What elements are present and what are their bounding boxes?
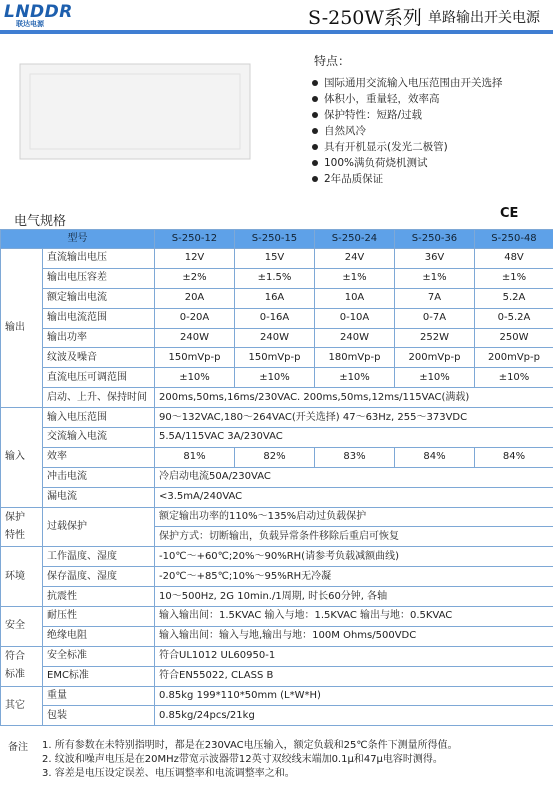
- cell: <3.5mA/240VAC: [155, 487, 553, 507]
- features-title: 特点：: [314, 54, 351, 68]
- row-label: 包装: [43, 706, 155, 726]
- cell: 0.85kg 199*110*50mm (L*W*H): [155, 686, 553, 706]
- features-panel: [310, 52, 550, 187]
- cell: 10A: [315, 288, 395, 308]
- row-label: 漏电流: [43, 487, 155, 507]
- cell: 0-7A: [395, 308, 475, 328]
- notes-section: [8, 739, 548, 781]
- cell: 81%: [155, 447, 235, 467]
- cell: 输入输出间：输入与地,输出与地：100M Ohms/500VDC: [155, 626, 553, 646]
- table-row: [1, 587, 553, 607]
- header-cell: 型号: [1, 230, 155, 249]
- table-row: [1, 388, 553, 408]
- table-row: [1, 428, 553, 448]
- brand-logo: [4, 2, 76, 28]
- group-label-output: 输出: [1, 249, 43, 408]
- cell: 0-20A: [155, 308, 235, 328]
- row-label: 抗震性: [43, 587, 155, 607]
- cell: 240W: [235, 328, 315, 348]
- notes-label: 备注: [8, 742, 28, 753]
- logo-cn-text: 联达电源: [16, 20, 44, 28]
- row-label: 启动、上升、保持时间: [43, 388, 155, 408]
- cell: -10℃～+60℃;20%～90%RH(请参考负载减额曲线): [155, 547, 553, 567]
- feature-item: 国际通用交流输入电压范围由开关选择: [310, 75, 550, 91]
- row-label: 耐压性: [43, 607, 155, 627]
- cell: 180mVp-p: [315, 348, 395, 368]
- group-label-safety: 安全: [1, 607, 43, 647]
- cell: 200mVp-p: [475, 348, 553, 368]
- row-label: 安全标准: [43, 646, 155, 666]
- row-label: 纹波及噪音: [43, 348, 155, 368]
- header-cell: S-250-24: [315, 230, 395, 249]
- table-row: [1, 646, 553, 666]
- cell: 240W: [155, 328, 235, 348]
- cell: 保护方式：切断输出，负载异常条件移除后重启可恢复: [155, 527, 553, 547]
- table-row: [1, 507, 553, 527]
- cell: ±10%: [475, 368, 553, 388]
- cell: 200ms,50ms,16ms/230VAC. 200ms,50ms,12ms/115VAC(满载): [155, 388, 553, 408]
- cell: ±1.5%: [235, 268, 315, 288]
- row-label: 直流输出电压: [43, 249, 155, 269]
- cell: 200mVp-p: [395, 348, 475, 368]
- row-label: 绝缘电阻: [43, 626, 155, 646]
- power-supply-illustration: [0, 34, 300, 194]
- table-row: [1, 686, 553, 706]
- note-item: 3. 容差是电压设定误差、电压调整率和电流调整率之和。: [42, 768, 295, 779]
- table-row: [1, 308, 553, 328]
- row-label: 额定输出电流: [43, 288, 155, 308]
- model-title: S-250W系列: [308, 7, 422, 29]
- cell: 20A: [155, 288, 235, 308]
- row-label: 输出电压容差: [43, 268, 155, 288]
- group-label-protection: 保护 特性: [1, 507, 43, 547]
- table-row: [1, 547, 553, 567]
- cell: 24V: [315, 249, 395, 269]
- cell: 15V: [235, 249, 315, 269]
- logo-text: LNDDR: [4, 2, 73, 22]
- note-item: 1. 所有参数在未特别指明时，都是在230VAC电压输入，额定负载和25℃条件下测量所得值。: [42, 740, 458, 751]
- cell: ±1%: [475, 268, 553, 288]
- table-row: [1, 626, 553, 646]
- table-row: [1, 447, 553, 467]
- header-cell: S-250-48: [475, 230, 553, 249]
- cell: 48V: [475, 249, 553, 269]
- row-label: 输出电流范围: [43, 308, 155, 328]
- table-row: [1, 567, 553, 587]
- title-box: [300, 1, 551, 29]
- feature-item: 2年品质保证: [310, 171, 550, 187]
- cell: 16A: [235, 288, 315, 308]
- header-cell: S-250-15: [235, 230, 315, 249]
- cell: 0-10A: [315, 308, 395, 328]
- group-label-standards: 符合 标准: [1, 646, 43, 686]
- cell: 0-5.2A: [475, 308, 553, 328]
- spec-section-title: 电气规格: [14, 214, 67, 229]
- feature-item: 100%满负荷烧机测试: [310, 155, 550, 171]
- cell: 10～500Hz, 2G 10min./1周期, 时长60分钟, 各轴: [155, 587, 553, 607]
- row-label: 输入电压范围: [43, 408, 155, 428]
- table-row: [1, 408, 553, 428]
- cell: 0-16A: [235, 308, 315, 328]
- table-row: [1, 348, 553, 368]
- table-row: [1, 249, 553, 269]
- row-label: 保存温度、湿度: [43, 567, 155, 587]
- table-row: [1, 607, 553, 627]
- cell: 240W: [315, 328, 395, 348]
- ce-mark: CE: [500, 206, 519, 221]
- table-row: [1, 706, 553, 726]
- cell: 150mVp-p: [235, 348, 315, 368]
- cell: ±10%: [235, 368, 315, 388]
- row-label: 重量: [43, 686, 155, 706]
- spec-header-row: [1, 230, 553, 249]
- cell: 输入输出间：1.5KVAC 输入与地：1.5KVAC 输出与地：0.5KVAC: [155, 607, 553, 627]
- cell: 90～132VAC,180～264VAC(开关选择) 47～63Hz, 255～373VDC: [155, 408, 553, 428]
- row-label: 交流输入电流: [43, 428, 155, 448]
- table-row: [1, 666, 553, 686]
- cell: 36V: [395, 249, 475, 269]
- page-header: [0, 0, 553, 34]
- product-title: 单路输出开关电源: [428, 10, 540, 26]
- cell: 250W: [475, 328, 553, 348]
- header-cell: S-250-36: [395, 230, 475, 249]
- row-label: 效率: [43, 447, 155, 467]
- cell: 5.2A: [475, 288, 553, 308]
- header-cell: S-250-12: [155, 230, 235, 249]
- row-label: 工作温度、湿度: [43, 547, 155, 567]
- row-label: 冲击电流: [43, 467, 155, 487]
- cell: 5.5A/115VAC 3A/230VAC: [155, 428, 553, 448]
- feature-item: 保护特性：短路/过载: [310, 107, 550, 123]
- table-row: [1, 288, 553, 308]
- feature-item: 自然风冷: [310, 123, 550, 139]
- cell: 符合UL1012 UL60950-1: [155, 646, 553, 666]
- cell: -20℃～+85℃;10%～95%RH无冷凝: [155, 567, 553, 587]
- cell: 252W: [395, 328, 475, 348]
- table-row: [1, 328, 553, 348]
- cell: ±10%: [395, 368, 475, 388]
- feature-item: 具有开机显示(发光二极管): [310, 139, 550, 155]
- cell: 12V: [155, 249, 235, 269]
- group-label-input: 输入: [1, 408, 43, 507]
- cell: ±10%: [155, 368, 235, 388]
- row-label: 过载保护: [43, 507, 155, 547]
- table-row: [1, 467, 553, 487]
- cell: ±2%: [155, 268, 235, 288]
- table-row: [1, 487, 553, 507]
- row-label: EMC标准: [43, 666, 155, 686]
- cell: ±10%: [315, 368, 395, 388]
- spec-table: [0, 229, 553, 726]
- cell: ±1%: [395, 268, 475, 288]
- row-label: 直流电压可调范围: [43, 368, 155, 388]
- group-label-environment: 环境: [1, 547, 43, 607]
- cell: 84%: [395, 447, 475, 467]
- table-row: [1, 268, 553, 288]
- note-item: 2. 纹波和噪声电压是在20MHz带宽示波器带12英寸双绞线末端加0.1μ和47μ电容时测得。: [42, 754, 443, 765]
- cell: ±1%: [315, 268, 395, 288]
- cell: 83%: [315, 447, 395, 467]
- cell: 额定输出功率的110%～135%启动过负载保护: [155, 507, 553, 527]
- row-label: 输出功率: [43, 328, 155, 348]
- cell: 150mVp-p: [155, 348, 235, 368]
- cell: 冷启动电流50A/230VAC: [155, 467, 553, 487]
- product-photo: [0, 34, 300, 194]
- notes-list: [8, 739, 548, 781]
- table-row: [1, 368, 553, 388]
- cell: 82%: [235, 447, 315, 467]
- cell: 0.85kg/24pcs/21kg: [155, 706, 553, 726]
- feature-item: 体积小，重量轻，效率高: [310, 91, 550, 107]
- features-list: [310, 75, 550, 187]
- group-label-other: 其它: [1, 686, 43, 726]
- cell: 84%: [475, 447, 553, 467]
- cell: 符合EN55022, CLASS B: [155, 666, 553, 686]
- cell: 7A: [395, 288, 475, 308]
